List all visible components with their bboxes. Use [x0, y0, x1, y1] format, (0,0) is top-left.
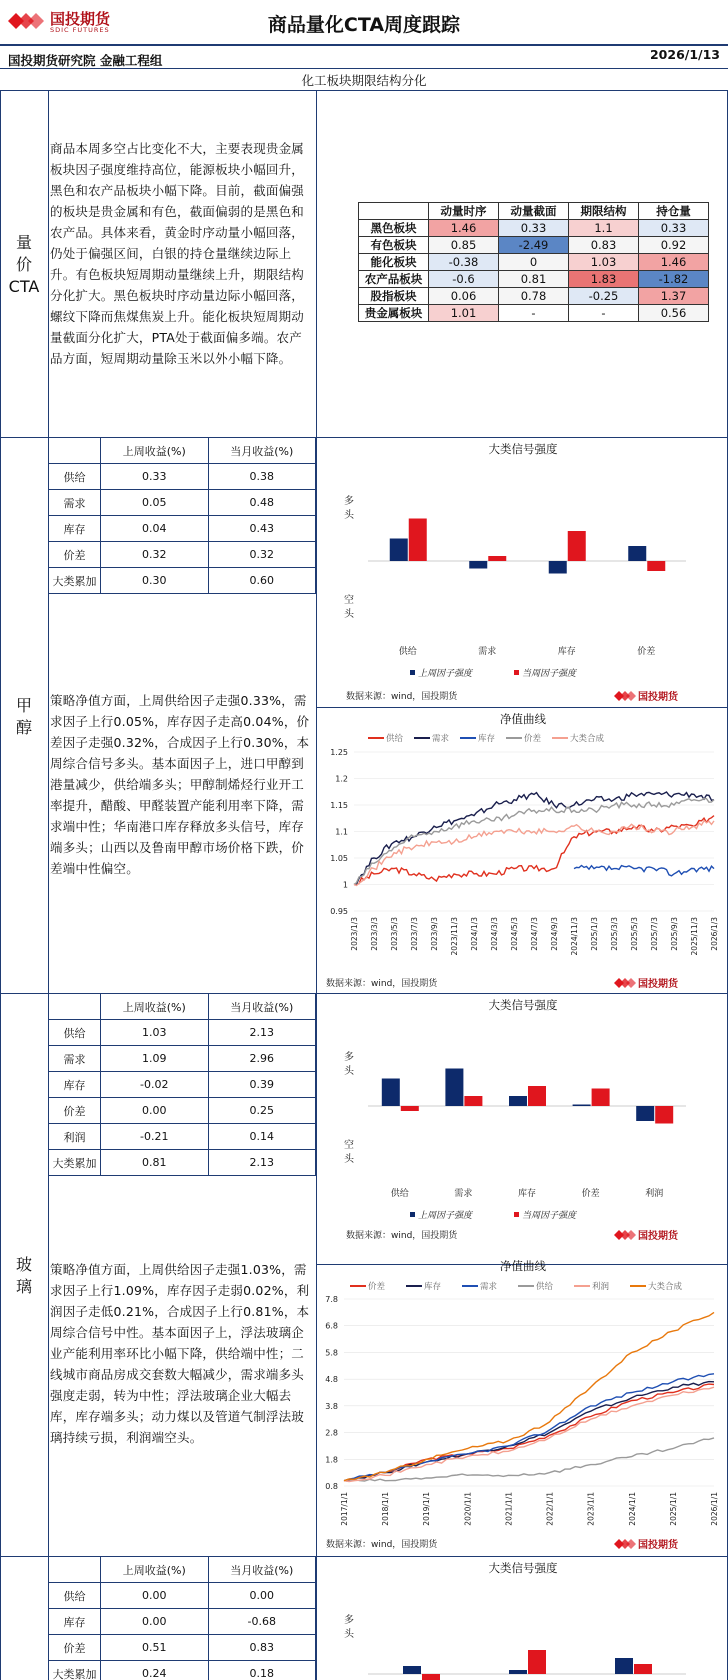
- section4-returns-table: [48, 1556, 316, 1680]
- header: [0, 0, 728, 88]
- matrix-col-header: 期限结构: [569, 203, 639, 220]
- matrix-col-header: 动量时序: [429, 203, 499, 220]
- x-tick-label: 2018/1/1: [381, 1492, 391, 1526]
- x-tick-label: 2024/7/3: [530, 917, 539, 951]
- row-value: 0.00: [208, 1583, 316, 1609]
- x-tick-label: 2025/1/1: [668, 1492, 678, 1526]
- svg-text:库存: 库存: [424, 1282, 442, 1292]
- glass-analysis-text: 策略净值方面，上周供给因子走强1.03%，需求因子上行1.09%，库存因子走弱0.02%，利润因子走低0.21%，合成因子上行0.81%，本周综合信号中性。基本面因子上，浮法玻璃企业产能利用率环比小幅下降，供给端中性；二线城市商品房成交套数大幅减少，需求端多头强度走弱，转为中性；浮法玻璃企业大幅去库，库存端多头；动力煤以及管道气制浮法玻璃持续亏损，利润端空头。: [50, 1262, 310, 1445]
- svg-text:空: 空: [344, 595, 354, 606]
- methanol-nav-line-chart: [318, 728, 726, 992]
- y-tick-label: 1.2: [335, 774, 348, 784]
- row-value: 0.60: [208, 568, 316, 594]
- bar: [464, 1096, 482, 1106]
- svg-text:大类合成: 大类合成: [648, 1282, 683, 1292]
- matrix-cell: 0.06: [429, 288, 499, 305]
- matrix-cell: 1.1: [569, 220, 639, 237]
- bar: [509, 1096, 527, 1106]
- row-value: 0.00: [101, 1609, 209, 1635]
- matrix-row-label: 能化板块: [359, 254, 429, 271]
- row-value: 0.32: [208, 542, 316, 568]
- source-note: 数据来源：wind，国投期货: [346, 692, 458, 702]
- long-label: [344, 1614, 355, 1640]
- bar: [401, 1106, 419, 1111]
- logo-icon: [614, 1229, 679, 1242]
- matrix-cell: 1.37: [639, 288, 709, 305]
- category-label: 需求: [478, 647, 497, 657]
- legend: [410, 1210, 578, 1221]
- svg-text:头: 头: [344, 1154, 354, 1165]
- row-label: 大类累加: [49, 568, 101, 594]
- bar: [509, 1670, 527, 1674]
- x-tick-label: 2025/7/3: [650, 917, 659, 951]
- y-tick-label: 0.8: [325, 1482, 338, 1491]
- matrix-cell: 0.85: [429, 237, 499, 254]
- x-tick-label: 2017/1/1: [340, 1492, 349, 1526]
- section-label-cta: 量 价 CTA: [8, 233, 40, 296]
- row-value: -0.02: [101, 1072, 209, 1098]
- bar: [655, 1106, 673, 1124]
- x-tick-label: 2023/5/3: [390, 917, 399, 951]
- x-tick-label: 2025/9/3: [670, 917, 679, 951]
- y-tick-label: 1.25: [330, 748, 348, 757]
- col-header-month: 当月收益(%): [208, 994, 316, 1020]
- row-value: 0.81: [101, 1150, 209, 1176]
- category-label: 库存: [557, 647, 576, 657]
- svg-text:上周因子强度: 上周因子强度: [418, 669, 473, 679]
- matrix-row: [359, 220, 709, 237]
- row-label: 需求: [49, 490, 101, 516]
- table-row: [49, 1046, 316, 1072]
- svg-text:国投期货: 国投期货: [638, 1231, 678, 1242]
- x-tick-label: 2023/1/1: [586, 1492, 596, 1526]
- table-row: [49, 1124, 316, 1150]
- svg-text:多: 多: [344, 1052, 354, 1063]
- x-tick-label: 2021/1/1: [504, 1492, 514, 1526]
- svg-text:国投期货: 国投期货: [638, 692, 678, 703]
- bar: [469, 561, 487, 569]
- y-tick-label: 3.8: [325, 1401, 338, 1411]
- methanol-bar-title: 大类信号强度: [488, 442, 558, 456]
- y-tick-label: 5.8: [325, 1348, 338, 1358]
- svg-text:当周因子强度: 当周因子强度: [522, 669, 577, 679]
- section-label-methanol: 甲 醇: [15, 696, 32, 737]
- x-tick-label: 2024/3/3: [490, 917, 499, 951]
- factor-matrix: [358, 202, 709, 322]
- page-title: 商品量化CTA周度跟踪: [267, 14, 461, 36]
- row-value: 0.14: [208, 1124, 316, 1150]
- row-value: 0.25: [208, 1098, 316, 1124]
- row-value: 0.05: [101, 490, 209, 516]
- bar: [549, 561, 567, 574]
- x-tick-label: 2023/1/3: [350, 917, 359, 951]
- x-tick-label: 2023/7/3: [410, 917, 419, 951]
- logo-text: 国投期货: [50, 10, 111, 28]
- report-date: 2026/1/13: [649, 47, 720, 62]
- source-note: 数据来源：wind，国投期货: [326, 979, 438, 989]
- matrix-row: [359, 237, 709, 254]
- x-tick-label: 2022/1/1: [545, 1492, 555, 1526]
- row-value: 0.38: [208, 464, 316, 490]
- glass-nav-line-chart: [318, 1275, 726, 1555]
- svg-text:库存: 库存: [478, 734, 496, 744]
- y-tick-label: 7.8: [325, 1295, 338, 1304]
- row-label: 库存: [49, 1072, 101, 1098]
- bar: [634, 1664, 652, 1674]
- section-title: 化工板块期限结构分化: [301, 73, 427, 88]
- matrix-cell: -0.25: [569, 288, 639, 305]
- svg-text:供给: 供给: [536, 1282, 554, 1292]
- row-value: 0.00: [101, 1583, 209, 1609]
- svg-text:价差: 价差: [368, 1282, 386, 1292]
- col-header-last-week: 上周收益(%): [101, 1557, 209, 1583]
- row-value: 0.00: [101, 1098, 209, 1124]
- logo-icon: [614, 1538, 679, 1551]
- matrix-header-row: [359, 203, 709, 220]
- svg-text:价差: 价差: [524, 734, 542, 744]
- cta-summary-text: 商品本周多空占比变化不大，主要表现贵金属板块因子强度维持高位，能源板块小幅回升，黑色和农产品板块小幅下降。目前，截面偏强的板块是贵金属和有色，截面偏弱的是黑色和农产品。具体来看，黄金时序动量小幅回落，仍处于偏强区间，白银的持仓量继续边际上升。有色板块短周期动量继续上升，期限结构分化扩大。黑色板块时序动量边际小幅回落，螺纹下降而焦煤焦炭上升。能化板块短周期动量截面分化扩大，PTA处于截面偏多端。农产品方面，短周期动量除玉米以外小幅下降。: [50, 141, 305, 366]
- table-row: [49, 1098, 316, 1124]
- logo-subtext: SDIC FUTURES: [50, 26, 110, 34]
- table-row: [49, 490, 316, 516]
- row-value: 2.13: [208, 1150, 316, 1176]
- x-tick-label: 2023/11/3: [450, 917, 459, 956]
- row-value: 0.30: [101, 568, 209, 594]
- bar: [382, 1079, 400, 1107]
- table-row: [49, 1020, 316, 1046]
- matrix-cell: 1.03: [569, 254, 639, 271]
- x-tick-label: 2023/3/3: [370, 917, 379, 951]
- bar: [568, 531, 586, 561]
- matrix-col-header: 动量截面: [499, 203, 569, 220]
- y-tick-label: 2.8: [325, 1428, 338, 1438]
- series-line: [344, 1374, 714, 1481]
- y-tick-label: 1.15: [330, 801, 348, 810]
- matrix-cell: 0: [499, 254, 569, 271]
- table-row: [49, 1661, 316, 1680]
- source-note: 数据来源：wind，国投期货: [326, 1540, 438, 1550]
- col-header-last-week: 上周收益(%): [101, 994, 209, 1020]
- row-label: 供给: [49, 1583, 101, 1609]
- matrix-cell: -0.6: [429, 271, 499, 288]
- x-tick-label: 2025/3/3: [610, 917, 619, 951]
- short-label: [344, 1138, 355, 1165]
- row-value: 0.32: [101, 542, 209, 568]
- matrix-cell: 0.56: [639, 305, 709, 322]
- category-label: 需求: [454, 1189, 473, 1199]
- bar: [628, 546, 646, 561]
- methanol-line-title: 净值曲线: [500, 712, 546, 726]
- row-label: 库存: [49, 516, 101, 542]
- matrix-row-label: 有色板块: [359, 237, 429, 254]
- matrix-cell: -0.38: [429, 254, 499, 271]
- matrix-row-label: 股指板块: [359, 288, 429, 305]
- svg-text:上周因子强度: 上周因子强度: [418, 1211, 473, 1221]
- y-tick-label: 0.95: [330, 907, 348, 916]
- x-tick-label: 2026/1/1: [710, 1492, 719, 1526]
- category-label: 价差: [581, 1189, 600, 1199]
- bar: [615, 1658, 633, 1674]
- y-tick-label: 4.8: [325, 1375, 338, 1385]
- table-row: [49, 542, 316, 568]
- table-row: [49, 1150, 316, 1176]
- glass-bar-title: 大类信号强度: [488, 998, 558, 1012]
- long-label: [344, 1051, 355, 1077]
- x-tick-label: 2020/1/1: [463, 1492, 473, 1526]
- matrix-cell: -: [499, 305, 569, 322]
- glass-line-title: 净值曲线: [500, 1259, 546, 1273]
- svg-text:大类合成: 大类合成: [570, 734, 605, 744]
- row-label: 价差: [49, 1635, 101, 1661]
- row-value: 0.18: [208, 1661, 316, 1680]
- x-tick-label: 2024/11/3: [570, 917, 579, 956]
- row-label: 库存: [49, 1609, 101, 1635]
- matrix-cell: -1.82: [639, 271, 709, 288]
- row-label: 价差: [49, 542, 101, 568]
- legend: [368, 733, 605, 744]
- row-value: 0.24: [101, 1661, 209, 1680]
- series-line: [354, 821, 714, 886]
- table-row: [49, 516, 316, 542]
- row-value: 2.96: [208, 1046, 316, 1072]
- bar: [445, 1069, 463, 1107]
- svg-text:头: 头: [344, 510, 354, 521]
- svg-text:当周因子强度: 当周因子强度: [522, 1211, 577, 1221]
- col-header-last-week: 上周收益(%): [101, 438, 209, 464]
- svg-text:头: 头: [344, 1066, 354, 1077]
- matrix-row-label: 农产品板块: [359, 271, 429, 288]
- matrix-row-label: 贵金属板块: [359, 305, 429, 322]
- row-value: 1.03: [101, 1020, 209, 1046]
- source-note: 数据来源：wind，国投期货: [346, 1231, 458, 1241]
- category-label: 利润: [645, 1189, 664, 1199]
- matrix-row: [359, 254, 709, 271]
- x-tick-label: 2019/1/1: [422, 1492, 432, 1526]
- x-tick-label: 2025/5/3: [630, 917, 639, 951]
- bar: [573, 1105, 591, 1107]
- row-value: 1.09: [101, 1046, 209, 1072]
- svg-text:国投期货: 国投期货: [638, 1540, 678, 1551]
- row-label: 大类累加: [49, 1661, 101, 1680]
- section4-bar-title: 大类信号强度: [488, 1561, 558, 1575]
- bar: [592, 1089, 610, 1107]
- series-line: [344, 1312, 714, 1480]
- bar: [390, 539, 408, 562]
- series-line: [354, 816, 714, 885]
- row-value: 0.83: [208, 1635, 316, 1661]
- category-label: 库存: [517, 1189, 537, 1199]
- svg-text:国投期货: 国投期货: [638, 979, 678, 990]
- x-tick-label: 2024/1/1: [627, 1492, 637, 1526]
- matrix-cell: 0.83: [569, 237, 639, 254]
- logo-icon: [614, 977, 679, 990]
- x-tick-label: 2025/11/3: [690, 917, 699, 956]
- legend: [410, 668, 578, 679]
- row-value: -0.68: [208, 1609, 316, 1635]
- logo-icon: [614, 690, 679, 703]
- svg-text:利润: 利润: [592, 1282, 610, 1292]
- matrix-row: [359, 305, 709, 322]
- bar: [409, 519, 427, 562]
- row-value: 0.51: [101, 1635, 209, 1661]
- category-label: 价差: [637, 647, 656, 657]
- svg-text:头: 头: [344, 609, 354, 620]
- bar: [488, 556, 506, 561]
- y-tick-label: 1.05: [330, 854, 348, 863]
- row-label: 供给: [49, 464, 101, 490]
- table-row: [49, 1609, 316, 1635]
- row-label: 利润: [49, 1124, 101, 1150]
- section-label-glass: 玻 璃: [15, 1255, 32, 1296]
- bar: [528, 1650, 546, 1674]
- y-tick-label: 6.8: [325, 1321, 338, 1331]
- svg-text:需求: 需求: [480, 1282, 498, 1292]
- short-label: [344, 593, 355, 620]
- org-name: 国投期货研究院 金融工程组: [8, 53, 163, 68]
- svg-text:空: 空: [344, 1140, 354, 1151]
- matrix-cell: 1.46: [429, 220, 499, 237]
- matrix-col-header: 持仓量: [639, 203, 709, 220]
- svg-text:多: 多: [344, 496, 354, 507]
- bar: [528, 1086, 546, 1106]
- matrix-cell: 0.78: [499, 288, 569, 305]
- matrix-row: [359, 288, 709, 305]
- matrix-cell: 1.46: [639, 254, 709, 271]
- category-label: 供给: [390, 1189, 409, 1199]
- matrix-cell: 0.33: [499, 220, 569, 237]
- table-row: [49, 568, 316, 594]
- x-tick-label: 2025/1/3: [590, 917, 599, 951]
- bar: [403, 1666, 421, 1674]
- row-value: 2.13: [208, 1020, 316, 1046]
- glass-signal-bar-chart: [318, 1014, 726, 1263]
- table-row: [49, 1072, 316, 1098]
- category-label: 供给: [398, 647, 417, 657]
- matrix-cell: 1.83: [569, 271, 639, 288]
- matrix-cell: -2.49: [499, 237, 569, 254]
- col-header-month: 当月收益(%): [208, 438, 316, 464]
- x-tick-label: 2024/1/3: [470, 917, 479, 951]
- row-value: 0.04: [101, 516, 209, 542]
- matrix-row: [359, 271, 709, 288]
- x-tick-label: 2023/9/3: [430, 917, 439, 951]
- x-tick-label: 2024/9/3: [550, 917, 559, 951]
- y-tick-label: 1.8: [325, 1455, 338, 1465]
- x-tick-label: 2026/1/3: [710, 917, 719, 951]
- methanol-analysis-text: 策略净值方面，上周供给因子走强0.33%，需求因子上行0.05%，库存因子走高0.04%，价差因子走强0.32%，合成因子上行0.30%，本周综合信号多头。基本面因子上，进口甲醇到港量减少，供给端多头；甲醇制烯烃行业开工率提升，醋酸、甲醛装置产能利用率下降，需求端中性；华南港口库存释放多头信号，库存端多头；山西以及鲁南甲醇市场价格下跌，价差端中性偏空。: [50, 693, 310, 876]
- bar: [636, 1106, 654, 1121]
- row-value: 0.43: [208, 516, 316, 542]
- table-row: [49, 1635, 316, 1661]
- series-line: [574, 866, 714, 876]
- row-value: 0.39: [208, 1072, 316, 1098]
- section4-signal-bar-chart: [318, 1577, 726, 1680]
- table-row: [49, 1583, 316, 1609]
- glass-returns-table: [48, 993, 316, 1176]
- svg-text:供给: 供给: [386, 734, 404, 744]
- matrix-cell: 0.81: [499, 271, 569, 288]
- row-value: -0.21: [101, 1124, 209, 1150]
- long-label: [344, 495, 355, 521]
- row-label: 大类累加: [49, 1150, 101, 1176]
- legend: [350, 1281, 683, 1292]
- y-tick-label: 1.1: [335, 827, 348, 837]
- methanol-signal-bar-chart: [318, 458, 726, 706]
- svg-text:需求: 需求: [432, 734, 450, 744]
- matrix-cell: -: [569, 305, 639, 322]
- row-label: 价差: [49, 1098, 101, 1124]
- matrix-cell: 0.92: [639, 237, 709, 254]
- svg-text:多: 多: [344, 1615, 354, 1626]
- row-label: 供给: [49, 1020, 101, 1046]
- y-tick-label: 1: [342, 880, 348, 890]
- matrix-cell: 0.33: [639, 220, 709, 237]
- matrix-row-label: 黑色板块: [359, 220, 429, 237]
- row-label: 需求: [49, 1046, 101, 1072]
- methanol-returns-table: [48, 437, 316, 594]
- svg-text:头: 头: [344, 1629, 354, 1640]
- col-header-month: 当月收益(%): [208, 1557, 316, 1583]
- row-value: 0.48: [208, 490, 316, 516]
- row-value: 0.33: [101, 464, 209, 490]
- matrix-cell: 1.01: [429, 305, 499, 322]
- table-row: [49, 464, 316, 490]
- x-tick-label: 2024/5/3: [510, 917, 519, 951]
- bar: [422, 1674, 440, 1680]
- bar: [647, 561, 665, 571]
